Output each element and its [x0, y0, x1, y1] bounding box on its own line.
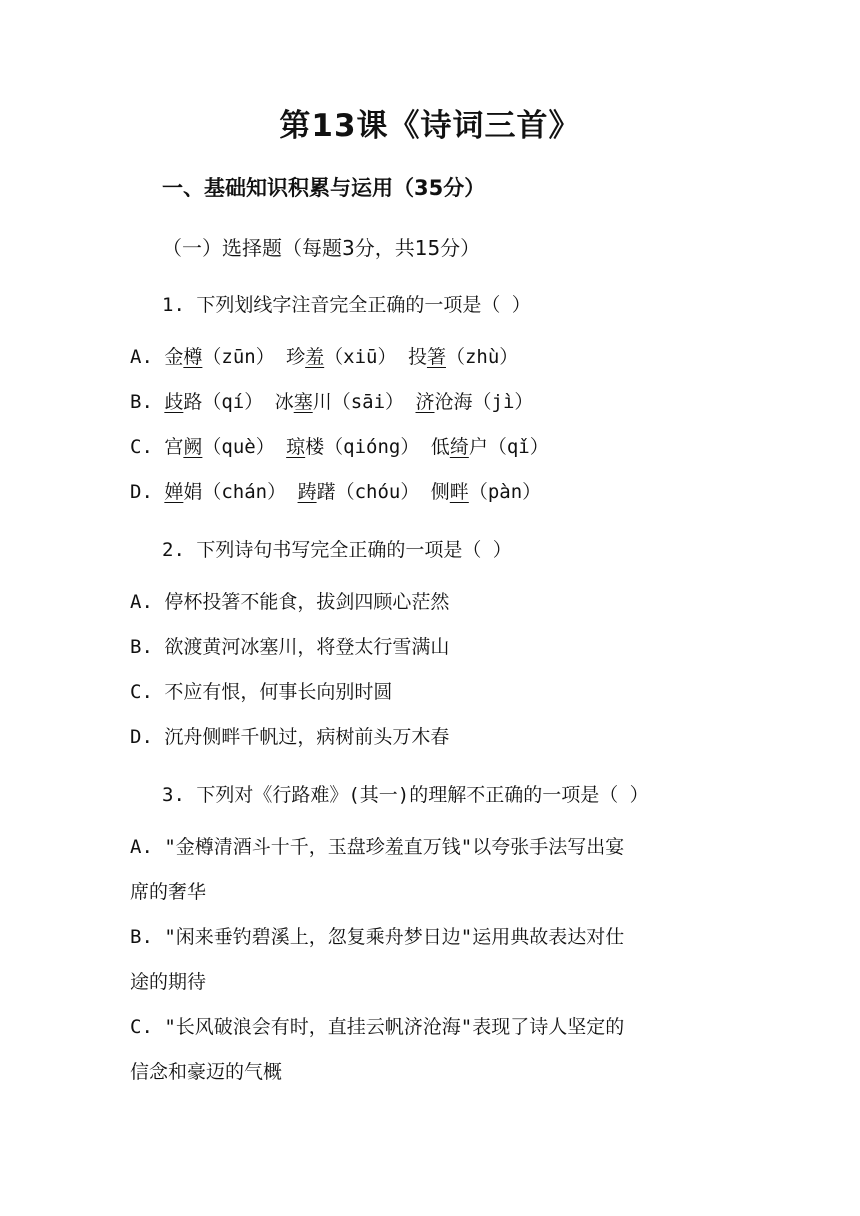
section-heading: 一、基础知识积累与运用（35分） — [162, 176, 486, 200]
question-1-option-d: D. 婵娟（chán） 踌躇（chóu） 侧畔（pàn） — [130, 481, 542, 503]
question-2-option-b: B. 欲渡黄河冰塞川，将登太行雪满山 — [130, 636, 450, 658]
question-2-stem: 2. 下列诗句书写完全正确的一项是（ ） — [162, 539, 512, 561]
question-3-stem: 3. 下列对《行路难》(其一)的理解不正确的一项是（ ） — [162, 784, 649, 806]
question-3-option-c-cont: 信念和豪迈的气概 — [130, 1061, 283, 1083]
question-1-stem: 1. 下列划线字注音完全正确的一项是（ ） — [162, 294, 531, 316]
question-3-option-a: A. "金樽清酒斗十千，玉盘珍羞直万钱"以夸张手法写出宴 — [130, 836, 625, 858]
question-2-option-c: C. 不应有恨，何事长向别时圆 — [130, 681, 393, 703]
question-1-option-a: A. 金樽（zūn） 珍羞（xiū） 投箸（zhù） — [130, 346, 519, 368]
question-3-option-c: C. "长风破浪会有时，直挂云帆济沧海"表现了诗人坚定的 — [130, 1016, 625, 1038]
question-2-option-d: D. 沉舟侧畔千帆过，病树前头万木春 — [130, 726, 450, 748]
question-2-option-a: A. 停杯投箸不能食，拔剑四顾心茫然 — [130, 591, 450, 613]
question-1-option-b: B. 歧路（qí） 冰塞川（sāi） 济沧海（jì） — [130, 391, 534, 413]
page-title: 第13课《诗词三首》 — [279, 108, 581, 144]
question-1-option-c: C. 宫阙（què） 琼楼（qióng） 低绮户（qǐ） — [130, 436, 549, 458]
question-3-option-b: B. "闲来垂钓碧溪上，忽复乘舟梦日边"运用典故表达对仕 — [130, 926, 625, 948]
question-3-option-b-cont: 途的期待 — [130, 971, 207, 993]
subsection-heading: （一）选择题（每题3分，共15分） — [162, 236, 481, 260]
question-3-option-a-cont: 席的奢华 — [130, 881, 207, 903]
